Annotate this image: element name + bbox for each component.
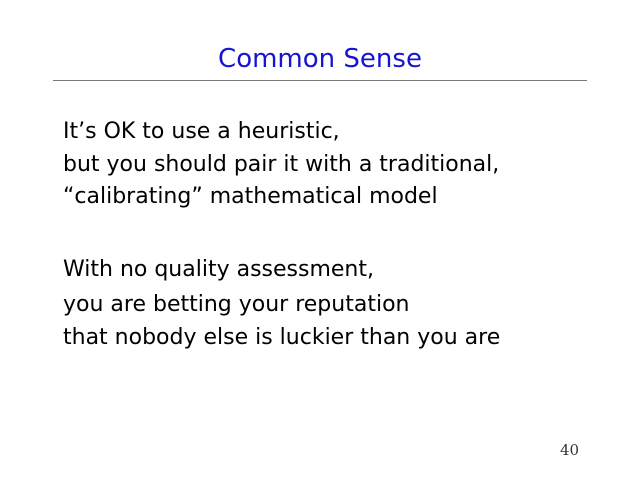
paragraph-assessment	[63, 252, 623, 354]
body-line: that nobody else is luckier than you are	[63, 325, 501, 350]
title-divider	[53, 80, 587, 81]
body-line: “calibrating” mathematical model	[63, 184, 438, 209]
slide-title: Common Sense	[218, 44, 422, 74]
page-number: 40	[560, 441, 580, 459]
paragraph-heuristic	[63, 114, 623, 213]
body-line: you are betting your reputation	[63, 292, 410, 317]
body-line: but you should pair it with a traditional,	[63, 152, 500, 177]
body-line: With no quality assessment,	[63, 257, 374, 282]
body-line: It’s OK to use a heuristic,	[63, 119, 340, 144]
